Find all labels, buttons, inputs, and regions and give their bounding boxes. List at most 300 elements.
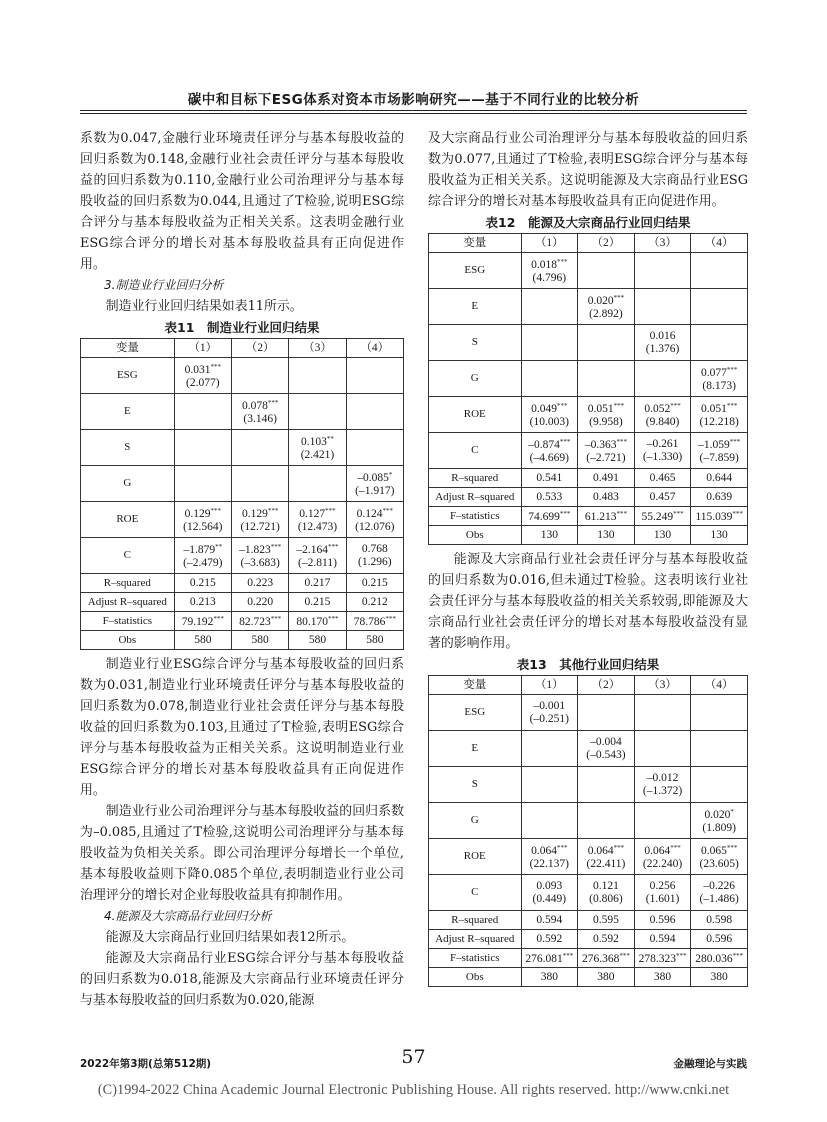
coefficient: 0.051*** bbox=[700, 402, 738, 415]
cell-value bbox=[522, 700, 578, 726]
table-cell bbox=[521, 949, 578, 968]
table-cell bbox=[231, 612, 288, 631]
table-row bbox=[81, 631, 404, 650]
empty-cell bbox=[174, 430, 231, 466]
table-cell: 0.483 bbox=[578, 488, 635, 507]
cell-value bbox=[289, 505, 345, 534]
column-header: （3） bbox=[289, 339, 346, 358]
cell-value bbox=[691, 508, 747, 524]
cell-value bbox=[578, 842, 634, 871]
cell-value bbox=[578, 292, 634, 321]
empty-cell bbox=[521, 325, 578, 361]
column-header: （3） bbox=[634, 676, 691, 695]
table-cell bbox=[289, 612, 346, 631]
table-row bbox=[429, 469, 748, 488]
paragraph: 及大宗商品行业公司治理评分与基本每股收益的回归系数为0.077,且通过了T检验,表明ESG综合评分与基本每股收益为正相关关系。这说明能源及大宗商品行业ESG综合评分的增长对基本每股收益具有正向促进作用。 bbox=[428, 131, 748, 209]
coefficient: 280.036*** bbox=[695, 952, 744, 965]
cell-value bbox=[635, 400, 691, 429]
coefficient: –0.012 bbox=[646, 771, 679, 784]
empty-cell bbox=[289, 394, 346, 430]
coefficient: 0.018*** bbox=[531, 258, 568, 271]
row-label: Adjust R–squared bbox=[429, 488, 522, 507]
empty-cell bbox=[691, 325, 748, 361]
table-cell bbox=[634, 507, 691, 526]
table-cell bbox=[174, 538, 231, 574]
coefficient: 0.103** bbox=[301, 435, 334, 448]
cell-value bbox=[347, 613, 403, 629]
cell-value bbox=[635, 772, 691, 798]
cell-value bbox=[347, 543, 403, 569]
coefficient: –1.059*** bbox=[698, 438, 741, 451]
cell-value bbox=[691, 400, 747, 429]
table-row bbox=[429, 253, 748, 289]
coefficient: 80.170*** bbox=[296, 615, 339, 628]
significance-stars: *** bbox=[557, 402, 568, 410]
t-statistic: (12.076) bbox=[355, 521, 395, 533]
coefficient: 0.121 bbox=[592, 879, 619, 892]
cell-value bbox=[635, 330, 691, 356]
coefficient: 0.129*** bbox=[184, 507, 221, 520]
left-column bbox=[80, 128, 404, 1011]
cell-value bbox=[578, 950, 634, 966]
table-cell: 0.541 bbox=[521, 469, 578, 488]
row-label: ESG bbox=[81, 358, 175, 394]
table-caption: 表11 制造业行业回归结果 bbox=[164, 320, 320, 335]
row-label: G bbox=[429, 361, 522, 397]
cell-value bbox=[691, 806, 747, 835]
table-row bbox=[429, 911, 748, 930]
table-row bbox=[429, 949, 748, 968]
t-statistic: (2.892) bbox=[589, 308, 623, 320]
table-row bbox=[429, 325, 748, 361]
coefficient: 0.020*** bbox=[587, 294, 625, 307]
table-cell: 0.215 bbox=[289, 593, 346, 612]
table-cell bbox=[521, 839, 578, 875]
coefficient: 78.786*** bbox=[353, 615, 396, 628]
coefficient: 0.020* bbox=[704, 808, 734, 821]
significance-stars: * bbox=[730, 808, 734, 816]
table-cell: 0.596 bbox=[691, 930, 748, 949]
table-cell: 380 bbox=[691, 968, 748, 987]
table-row bbox=[429, 767, 748, 803]
coefficient: 0.077*** bbox=[700, 366, 738, 379]
table-cell bbox=[521, 397, 578, 433]
cell-value bbox=[691, 436, 747, 465]
table-cell: 380 bbox=[521, 968, 578, 987]
cell-value bbox=[175, 613, 231, 629]
row-label: E bbox=[429, 731, 522, 767]
cell-value bbox=[289, 541, 345, 570]
column-header: 变量 bbox=[429, 234, 522, 253]
table-cell: 0.644 bbox=[691, 469, 748, 488]
coefficient: 0.051*** bbox=[587, 402, 625, 415]
table-cell: 0.596 bbox=[634, 911, 691, 930]
significance-stars: *** bbox=[210, 363, 221, 371]
coefficient: –2.164*** bbox=[296, 543, 339, 556]
t-statistic: (3.146) bbox=[243, 413, 277, 425]
empty-cell bbox=[521, 803, 578, 839]
significance-stars: *** bbox=[213, 615, 224, 623]
cell-value bbox=[522, 950, 578, 966]
table-row bbox=[81, 394, 404, 430]
column-header: （1） bbox=[521, 234, 578, 253]
header-rule bbox=[80, 110, 747, 111]
row-label: C bbox=[429, 875, 522, 911]
row-label: F–statistics bbox=[429, 949, 522, 968]
coefficient: 0.093 bbox=[536, 879, 563, 892]
table-cell bbox=[521, 433, 578, 469]
significance-stars: ** bbox=[215, 543, 223, 551]
table-cell bbox=[346, 502, 403, 538]
table-cell bbox=[346, 466, 403, 502]
table-row bbox=[429, 433, 748, 469]
t-statistic: (–1.330) bbox=[642, 450, 683, 463]
table-cell: 380 bbox=[578, 968, 635, 987]
row-label: F–statistics bbox=[81, 612, 175, 631]
empty-cell bbox=[634, 289, 691, 325]
significance-stars: *** bbox=[270, 615, 282, 623]
row-label: ROE bbox=[81, 502, 175, 538]
table-cell bbox=[634, 397, 691, 433]
coefficient: 0.016 bbox=[649, 329, 676, 342]
paragraph: 制造业行业ESG综合评分与基本每股收益的回归系数为0.031,制造业行业环境责任评分与基本每股收益的回归系数为0.078,制造业行业社会责任评分与基本每股收益的回归系数为0.103,且通过了T检验,表明ESG综合评分与基本每股收益为正相关关系。这说明制造业行业ESG综合评分的增长对基本每股收益具有正向促进作用。 bbox=[80, 657, 404, 798]
t-statistic: (–2.479) bbox=[183, 557, 223, 569]
table-row bbox=[429, 731, 748, 767]
paragraph: 制造业行业公司治理评分与基本每股收益的回归系数为–0.085,且通过了T检验,这说明公司治理评分与基本每股收益为负相关关系。即公司治理评分每增长一个单位,基本每股收益则下降0.085个单位,表明制造业行业公司治理评分的增长对企业每股收益具有抑制作用。 bbox=[80, 804, 404, 903]
significance-stars: *** bbox=[726, 366, 738, 374]
cell-value bbox=[578, 736, 634, 762]
significance-stars: *** bbox=[726, 844, 738, 852]
empty-cell bbox=[634, 803, 691, 839]
coefficient: –0.001 bbox=[533, 699, 566, 712]
table-cell: 0.595 bbox=[578, 911, 635, 930]
significance-stars: *** bbox=[557, 258, 568, 266]
table-cell bbox=[174, 358, 231, 394]
empty-cell bbox=[578, 253, 635, 289]
t-statistic: (9.958) bbox=[589, 416, 623, 428]
table-cell bbox=[174, 612, 231, 631]
empty-cell bbox=[521, 731, 578, 767]
paragraph: 能源及大宗商品行业ESG综合评分与基本每股收益的回归系数为0.018,能源及大宗商品行业环境责任评分与基本每股收益的回归系数为0.020,能源 bbox=[80, 951, 404, 1008]
table-cell: 0.639 bbox=[691, 488, 748, 507]
running-header: 碳中和目标下ESG体系对资本市场影响研究——基于不同行业的比较分析 bbox=[187, 92, 640, 108]
significance-stars: *** bbox=[325, 507, 336, 515]
table-row bbox=[429, 526, 748, 545]
row-label: G bbox=[81, 466, 175, 502]
column-header: 变量 bbox=[81, 339, 175, 358]
coefficient: 0.065*** bbox=[700, 844, 738, 857]
cell-value bbox=[232, 541, 288, 570]
table-cell: 0.592 bbox=[521, 930, 578, 949]
table-row bbox=[429, 488, 748, 507]
column-header: （2） bbox=[578, 234, 635, 253]
table-header-row bbox=[429, 676, 748, 695]
empty-cell bbox=[289, 358, 346, 394]
empty-cell bbox=[231, 358, 288, 394]
significance-stars: *** bbox=[382, 507, 393, 515]
table-cell bbox=[346, 538, 403, 574]
significance-stars: *** bbox=[670, 844, 681, 852]
paragraph: 制造业行业回归结果如表11所示。 bbox=[105, 299, 303, 314]
t-statistic: (12.218) bbox=[699, 416, 739, 428]
row-label: C bbox=[429, 433, 522, 469]
issue-info: 2022年第3期(总第512期) bbox=[80, 1058, 212, 1070]
table-cell bbox=[521, 875, 578, 911]
significance-stars: *** bbox=[559, 510, 571, 518]
empty-cell bbox=[691, 289, 748, 325]
table-cell: 130 bbox=[578, 526, 635, 545]
row-label: Obs bbox=[81, 631, 175, 650]
cell-value bbox=[522, 400, 578, 429]
t-statistic: (22.137) bbox=[529, 858, 569, 870]
significance-stars: *** bbox=[673, 510, 684, 518]
significance-stars: *** bbox=[619, 952, 630, 960]
section-subheading: 4.能源及大宗商品行业回归分析 bbox=[104, 909, 272, 923]
right-column bbox=[428, 128, 748, 987]
table-cell bbox=[289, 430, 346, 466]
row-label: C bbox=[81, 538, 175, 574]
t-statistic: (12.564) bbox=[183, 521, 223, 533]
empty-cell bbox=[578, 695, 635, 731]
cell-value bbox=[578, 508, 634, 524]
row-label: Obs bbox=[429, 968, 522, 987]
table-row bbox=[81, 466, 404, 502]
significance-stars: *** bbox=[210, 507, 221, 515]
table-cell bbox=[691, 433, 748, 469]
table-cell: 0.223 bbox=[231, 574, 288, 593]
column-header: （4） bbox=[691, 676, 748, 695]
cell-value bbox=[635, 508, 691, 524]
table-cell: 0.212 bbox=[346, 593, 403, 612]
empty-cell bbox=[521, 361, 578, 397]
table-cell: 0.457 bbox=[634, 488, 691, 507]
table-row bbox=[81, 538, 404, 574]
paragraph: 能源及大宗商品行业回归结果如表12所示。 bbox=[105, 930, 355, 945]
table-cell: 0.217 bbox=[289, 574, 346, 593]
empty-cell bbox=[174, 394, 231, 430]
empty-cell bbox=[346, 430, 403, 466]
table-cell bbox=[521, 507, 578, 526]
t-statistic: (–0.543) bbox=[586, 748, 626, 761]
table-row bbox=[81, 358, 404, 394]
table-cell: 0.220 bbox=[231, 593, 288, 612]
coefficient: –1.879** bbox=[183, 543, 223, 556]
table-caption: 表13 其他行业回归结果 bbox=[516, 657, 660, 672]
table-cell bbox=[634, 839, 691, 875]
t-statistic: (4.796) bbox=[532, 272, 567, 284]
table-cell bbox=[578, 839, 635, 875]
coefficient: 61.213*** bbox=[584, 510, 627, 523]
cell-value bbox=[522, 436, 578, 465]
table-cell bbox=[634, 325, 691, 361]
coefficient: 55.249*** bbox=[641, 510, 684, 523]
t-statistic: (–1.486) bbox=[699, 892, 739, 905]
table-cell bbox=[521, 253, 578, 289]
row-label: Adjust R–squared bbox=[429, 930, 522, 949]
cell-value bbox=[347, 469, 403, 498]
empty-cell bbox=[691, 253, 748, 289]
empty-cell bbox=[174, 466, 231, 502]
table-cell: 0.465 bbox=[634, 469, 691, 488]
significance-stars: *** bbox=[729, 438, 741, 446]
significance-stars: *** bbox=[385, 615, 396, 623]
cell-value bbox=[635, 438, 691, 464]
paragraph: 能源及大宗商品行业社会责任评分与基本每股收益的回归系数为0.016,但未通过T检验。这表明该行业社会责任评分与基本每股收益的相关关系较弱,即能源及大宗商品行业社会责任评分的增长对基本每股收益没有显著的影响作用。 bbox=[428, 552, 748, 651]
table-cell: 0.594 bbox=[634, 930, 691, 949]
t-statistic: (9.840) bbox=[645, 416, 680, 428]
empty-cell bbox=[231, 430, 288, 466]
significance-stars: *** bbox=[675, 952, 687, 960]
table-cell: 580 bbox=[174, 631, 231, 650]
table-cell: 580 bbox=[231, 631, 288, 650]
cell-value bbox=[522, 880, 578, 906]
t-statistic: (1.376) bbox=[645, 342, 680, 355]
empty-cell bbox=[289, 466, 346, 502]
t-statistic: (8.173) bbox=[702, 380, 736, 392]
table-cell bbox=[691, 875, 748, 911]
table-cell bbox=[289, 502, 346, 538]
t-statistic: (1.296) bbox=[358, 555, 392, 568]
row-label: S bbox=[429, 767, 522, 803]
table-cell: 0.594 bbox=[521, 911, 578, 930]
row-label: ESG bbox=[429, 695, 522, 731]
t-statistic: (–2.721) bbox=[586, 452, 626, 464]
table-cell bbox=[231, 538, 288, 574]
paragraph: 系数为0.047,金融行业环境责任评分与基本每股收益的回归系数为0.148,金融行业社会责任评分与基本每股收益的回归系数为0.110,金融行业公司治理评分与基本每股收益的回归系数为0.044,且通过了T检验,说明ESG综合评分与基本每股收益为正相关关系。这表明金融行业ESG综合评分的增长对基本每股收益具有正向促进作用。 bbox=[80, 131, 404, 272]
t-statistic: (–0.251) bbox=[529, 712, 569, 725]
column-header: 变量 bbox=[429, 676, 522, 695]
table-cell bbox=[231, 394, 288, 430]
cell-value bbox=[578, 436, 634, 465]
table-cell: 580 bbox=[346, 631, 403, 650]
t-statistic: (–2.811) bbox=[298, 557, 337, 569]
t-statistic: (10.003) bbox=[529, 416, 569, 428]
table-row bbox=[429, 695, 748, 731]
table-cell bbox=[578, 289, 635, 325]
significance-stars: *** bbox=[613, 294, 625, 302]
cell-value bbox=[289, 613, 345, 629]
significance-stars: *** bbox=[670, 402, 681, 410]
significance-stars: *** bbox=[732, 510, 743, 518]
t-statistic: (1.601) bbox=[645, 892, 680, 905]
t-statistic: (0.806) bbox=[589, 892, 623, 905]
table-row bbox=[81, 430, 404, 466]
coefficient: 0.031*** bbox=[184, 363, 221, 376]
table-cell bbox=[578, 507, 635, 526]
coefficient: 0.127*** bbox=[299, 507, 336, 520]
table-cell bbox=[231, 502, 288, 538]
empty-cell bbox=[691, 731, 748, 767]
table-row bbox=[429, 361, 748, 397]
coefficient: 82.723*** bbox=[239, 615, 282, 628]
t-statistic: (23.605) bbox=[699, 858, 739, 870]
table-cell bbox=[634, 767, 691, 803]
coefficient: 276.368*** bbox=[581, 952, 630, 965]
significance-stars: *** bbox=[616, 510, 627, 518]
cell-value bbox=[522, 842, 578, 871]
copyright-notice: (C)1994-2022 China Academic Journal Electronic Publishing House. All rights reserved. http://www.cnki.net bbox=[97, 1082, 730, 1098]
table-row bbox=[429, 875, 748, 911]
cell-value bbox=[691, 842, 747, 871]
table-cell bbox=[174, 502, 231, 538]
table-row bbox=[81, 593, 404, 612]
cell-value bbox=[232, 505, 288, 534]
cell-value bbox=[522, 256, 578, 285]
cell-value bbox=[691, 364, 747, 393]
cell-value bbox=[691, 950, 747, 966]
coefficient: 0.049*** bbox=[531, 402, 568, 415]
coefficient: 0.768 bbox=[361, 542, 388, 555]
table-cell bbox=[521, 695, 578, 731]
table-cell: 0.592 bbox=[578, 930, 635, 949]
table-cell bbox=[578, 875, 635, 911]
significance-stars: *** bbox=[557, 844, 568, 852]
table-cell: 580 bbox=[289, 631, 346, 650]
empty-cell bbox=[578, 803, 635, 839]
significance-stars: *** bbox=[328, 615, 339, 623]
coefficient: –0.363*** bbox=[584, 438, 627, 451]
table-cell bbox=[691, 397, 748, 433]
row-label: E bbox=[429, 289, 522, 325]
t-statistic: (12.473) bbox=[297, 521, 338, 533]
table-cell bbox=[346, 612, 403, 631]
significance-stars: * bbox=[388, 471, 393, 479]
cell-value bbox=[522, 508, 578, 524]
coefficient: –0.085* bbox=[357, 471, 393, 484]
coefficient: –1.823*** bbox=[239, 543, 282, 556]
cell-value bbox=[175, 361, 231, 390]
row-label: R–squared bbox=[429, 911, 522, 930]
table-row bbox=[81, 502, 404, 538]
coefficient: –0.261 bbox=[646, 437, 679, 450]
table-cell: 0.533 bbox=[521, 488, 578, 507]
t-statistic: (–3.683) bbox=[240, 557, 280, 569]
table-cell bbox=[691, 949, 748, 968]
coefficient: –0.226 bbox=[703, 879, 735, 892]
cell-value bbox=[635, 880, 691, 906]
table-row bbox=[81, 612, 404, 631]
row-label: ROE bbox=[429, 839, 522, 875]
t-statistic: (12.721) bbox=[240, 521, 280, 533]
row-label: R–squared bbox=[81, 574, 175, 593]
column-header: （2） bbox=[578, 676, 635, 695]
coefficient: 0.052*** bbox=[644, 402, 681, 415]
t-statistic: (22.240) bbox=[642, 858, 683, 870]
coefficient: –0.004 bbox=[590, 735, 622, 748]
row-label: G bbox=[429, 803, 522, 839]
empty-cell bbox=[634, 253, 691, 289]
table-cell bbox=[691, 839, 748, 875]
row-label: E bbox=[81, 394, 175, 430]
table-cell: 0.215 bbox=[346, 574, 403, 593]
cell-value bbox=[289, 433, 345, 462]
column-header: （1） bbox=[521, 676, 578, 695]
table-row bbox=[429, 289, 748, 325]
cell-value bbox=[232, 613, 288, 629]
empty-cell bbox=[578, 767, 635, 803]
t-statistic: (–7.859) bbox=[699, 452, 739, 464]
table-cell: 0.491 bbox=[578, 469, 635, 488]
empty-cell bbox=[521, 767, 578, 803]
cell-value bbox=[347, 505, 403, 534]
coefficient: 0.124*** bbox=[356, 507, 393, 520]
table-cell bbox=[578, 731, 635, 767]
t-statistic: (2.077) bbox=[186, 377, 220, 389]
empty-cell bbox=[521, 289, 578, 325]
table-row bbox=[429, 968, 748, 987]
column-header: （2） bbox=[231, 339, 288, 358]
table-row bbox=[429, 507, 748, 526]
